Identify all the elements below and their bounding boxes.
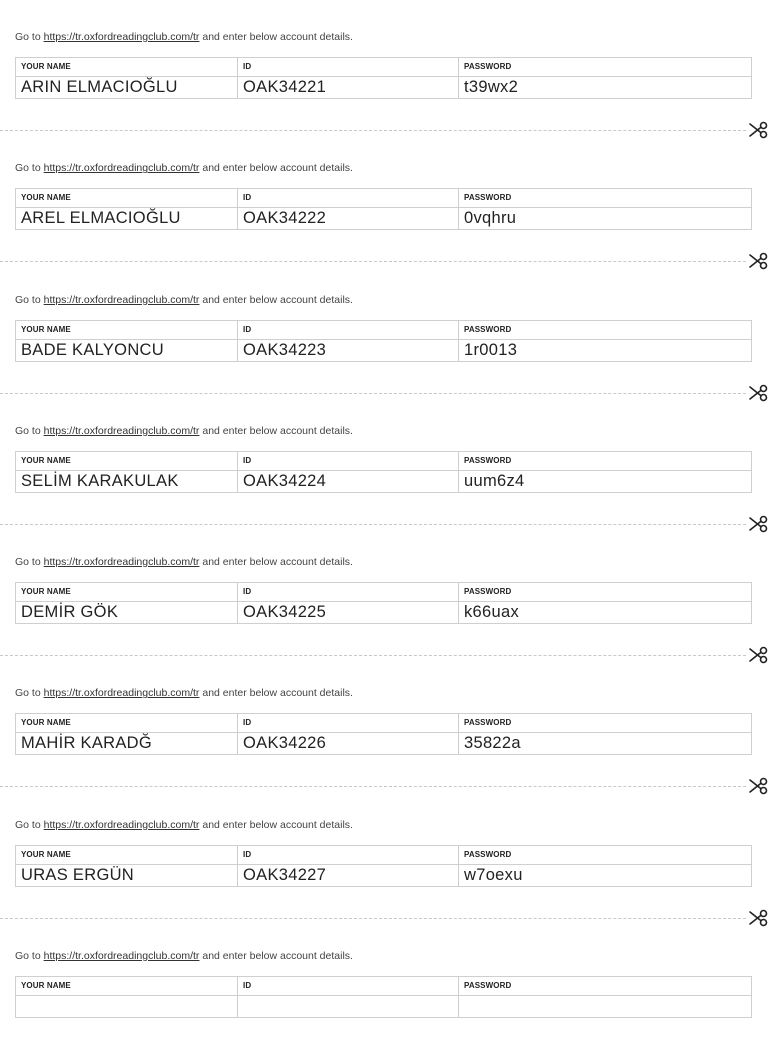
header-password: PASSWORD bbox=[458, 977, 751, 995]
student-password: w7oexu bbox=[458, 864, 751, 886]
header-your-name: YOUR NAME bbox=[21, 193, 71, 203]
account-table-row bbox=[16, 470, 751, 492]
instructions-text bbox=[15, 424, 353, 438]
instructions-suffix: and enter below account details. bbox=[199, 556, 353, 568]
account-table-header bbox=[16, 189, 751, 208]
signup-link[interactable]: https://tr.oxfordreadingclub.com/tr bbox=[43, 818, 200, 831]
student-id: OAK34226 bbox=[237, 732, 458, 754]
instructions-suffix: and enter below account details. bbox=[199, 949, 353, 962]
signup-link[interactable]: https://tr.oxfordreadingclub.com/tr bbox=[43, 687, 200, 700]
header-your-name: YOUR NAME bbox=[21, 587, 71, 596]
header-your-name: YOUR NAME bbox=[21, 455, 71, 465]
account-card bbox=[0, 788, 768, 919]
account-table-row bbox=[16, 601, 751, 623]
instructions-prefix: Go to bbox=[15, 293, 44, 306]
instructions-suffix: and enter below account details. bbox=[199, 31, 353, 43]
student-id bbox=[237, 995, 458, 1017]
header-id: ID bbox=[237, 452, 458, 470]
student-password: t39wx2 bbox=[458, 76, 751, 98]
student-password: 35822a bbox=[458, 732, 751, 754]
student-name bbox=[16, 995, 237, 1017]
student-name: ARIN ELMACIOĞLU bbox=[21, 78, 178, 96]
instructions-suffix: and enter below account details. bbox=[199, 162, 353, 175]
student-id: OAK34227 bbox=[237, 864, 458, 886]
instructions-prefix: Go to bbox=[15, 424, 44, 437]
header-id: ID bbox=[237, 189, 458, 207]
header-password: PASSWORD bbox=[458, 452, 751, 470]
student-password: k66uax bbox=[458, 601, 751, 623]
header-password: PASSWORD bbox=[458, 846, 751, 864]
header-password: PASSWORD bbox=[458, 583, 751, 601]
instructions-prefix: Go to bbox=[15, 949, 44, 962]
account-card bbox=[0, 656, 768, 787]
account-table bbox=[15, 713, 752, 755]
header-your-name: YOUR NAME bbox=[21, 980, 71, 990]
student-id: OAK34223 bbox=[237, 339, 458, 361]
instructions-suffix: and enter below account details. bbox=[199, 818, 353, 831]
instructions-prefix: Go to bbox=[15, 556, 44, 568]
account-table-row bbox=[16, 864, 751, 886]
instructions-prefix: Go to bbox=[15, 818, 44, 831]
account-card bbox=[0, 0, 768, 131]
account-table-row bbox=[16, 76, 751, 98]
account-table-row bbox=[16, 732, 751, 754]
student-id: OAK34225 bbox=[237, 601, 458, 623]
instructions-suffix: and enter below account details. bbox=[199, 424, 353, 437]
signup-link[interactable]: https://tr.oxfordreadingclub.com/tr bbox=[43, 31, 200, 43]
student-name: BADE KALYONCU bbox=[21, 340, 164, 359]
signup-link[interactable]: https://tr.oxfordreadingclub.com/tr bbox=[43, 293, 200, 306]
account-table bbox=[15, 451, 752, 493]
student-password: 1r0013 bbox=[458, 339, 751, 361]
student-name: SELİM KARAKULAK bbox=[21, 471, 179, 490]
instructions-text bbox=[15, 949, 353, 963]
header-your-name: YOUR NAME bbox=[21, 718, 71, 728]
student-name: AREL ELMACIOĞLU bbox=[21, 209, 181, 228]
account-card bbox=[0, 525, 768, 656]
header-id: ID bbox=[237, 846, 458, 864]
instructions-prefix: Go to bbox=[15, 162, 44, 175]
header-password: PASSWORD bbox=[458, 189, 751, 207]
account-table-header bbox=[16, 714, 751, 733]
account-table bbox=[15, 845, 752, 887]
header-id: ID bbox=[237, 58, 458, 76]
header-id: ID bbox=[237, 977, 458, 995]
instructions-text bbox=[15, 30, 353, 44]
header-id: ID bbox=[237, 714, 458, 732]
student-id: OAK34224 bbox=[237, 470, 458, 492]
header-password: PASSWORD bbox=[458, 321, 751, 339]
student-id: OAK34222 bbox=[237, 207, 458, 229]
account-table-header bbox=[16, 452, 751, 471]
signup-link[interactable]: https://tr.oxfordreadingclub.com/tr bbox=[43, 949, 200, 962]
account-table bbox=[15, 976, 752, 1018]
instructions-suffix: and enter below account details. bbox=[199, 293, 353, 306]
account-card bbox=[0, 263, 768, 394]
account-table-row bbox=[16, 339, 751, 361]
instructions-suffix: and enter below account details. bbox=[199, 687, 353, 700]
account-table-header bbox=[16, 321, 751, 340]
signup-link[interactable]: https://tr.oxfordreadingclub.com/tr bbox=[43, 162, 200, 175]
instructions-text bbox=[15, 293, 353, 307]
signup-link[interactable]: https://tr.oxfordreadingclub.com/tr bbox=[43, 424, 200, 437]
account-card bbox=[0, 919, 768, 1050]
student-name: DEMİR GÖK bbox=[21, 603, 119, 621]
instructions-text bbox=[15, 555, 353, 569]
account-table bbox=[15, 582, 752, 624]
header-your-name: YOUR NAME bbox=[21, 62, 71, 71]
instructions-prefix: Go to bbox=[15, 31, 44, 43]
header-password: PASSWORD bbox=[458, 714, 751, 732]
account-table-header bbox=[16, 846, 751, 865]
account-table bbox=[15, 320, 752, 362]
student-password: uum6z4 bbox=[458, 470, 751, 492]
student-id: OAK34221 bbox=[237, 76, 458, 98]
account-table bbox=[15, 188, 752, 230]
account-card bbox=[0, 131, 768, 262]
signup-link[interactable]: https://tr.oxfordreadingclub.com/tr bbox=[43, 556, 200, 568]
header-your-name: YOUR NAME bbox=[21, 849, 71, 859]
header-password: PASSWORD bbox=[458, 58, 751, 76]
instructions-text bbox=[15, 686, 353, 700]
instructions-prefix: Go to bbox=[15, 687, 44, 700]
header-id: ID bbox=[237, 583, 458, 601]
account-table-header bbox=[16, 977, 751, 996]
instructions-text bbox=[15, 818, 353, 832]
header-your-name: YOUR NAME bbox=[21, 324, 71, 334]
account-table-header bbox=[16, 583, 751, 602]
student-password bbox=[458, 995, 751, 1017]
account-table-row bbox=[16, 207, 751, 229]
header-id: ID bbox=[237, 321, 458, 339]
account-table-header bbox=[16, 58, 751, 77]
account-table-row bbox=[16, 995, 751, 1017]
student-name: URAS ERGÜN bbox=[21, 865, 135, 884]
account-card bbox=[0, 394, 768, 525]
student-name: MAHİR KARADĞ bbox=[21, 734, 153, 753]
account-table bbox=[15, 57, 752, 99]
student-password: 0vqhru bbox=[458, 207, 751, 229]
instructions-text bbox=[15, 161, 353, 175]
